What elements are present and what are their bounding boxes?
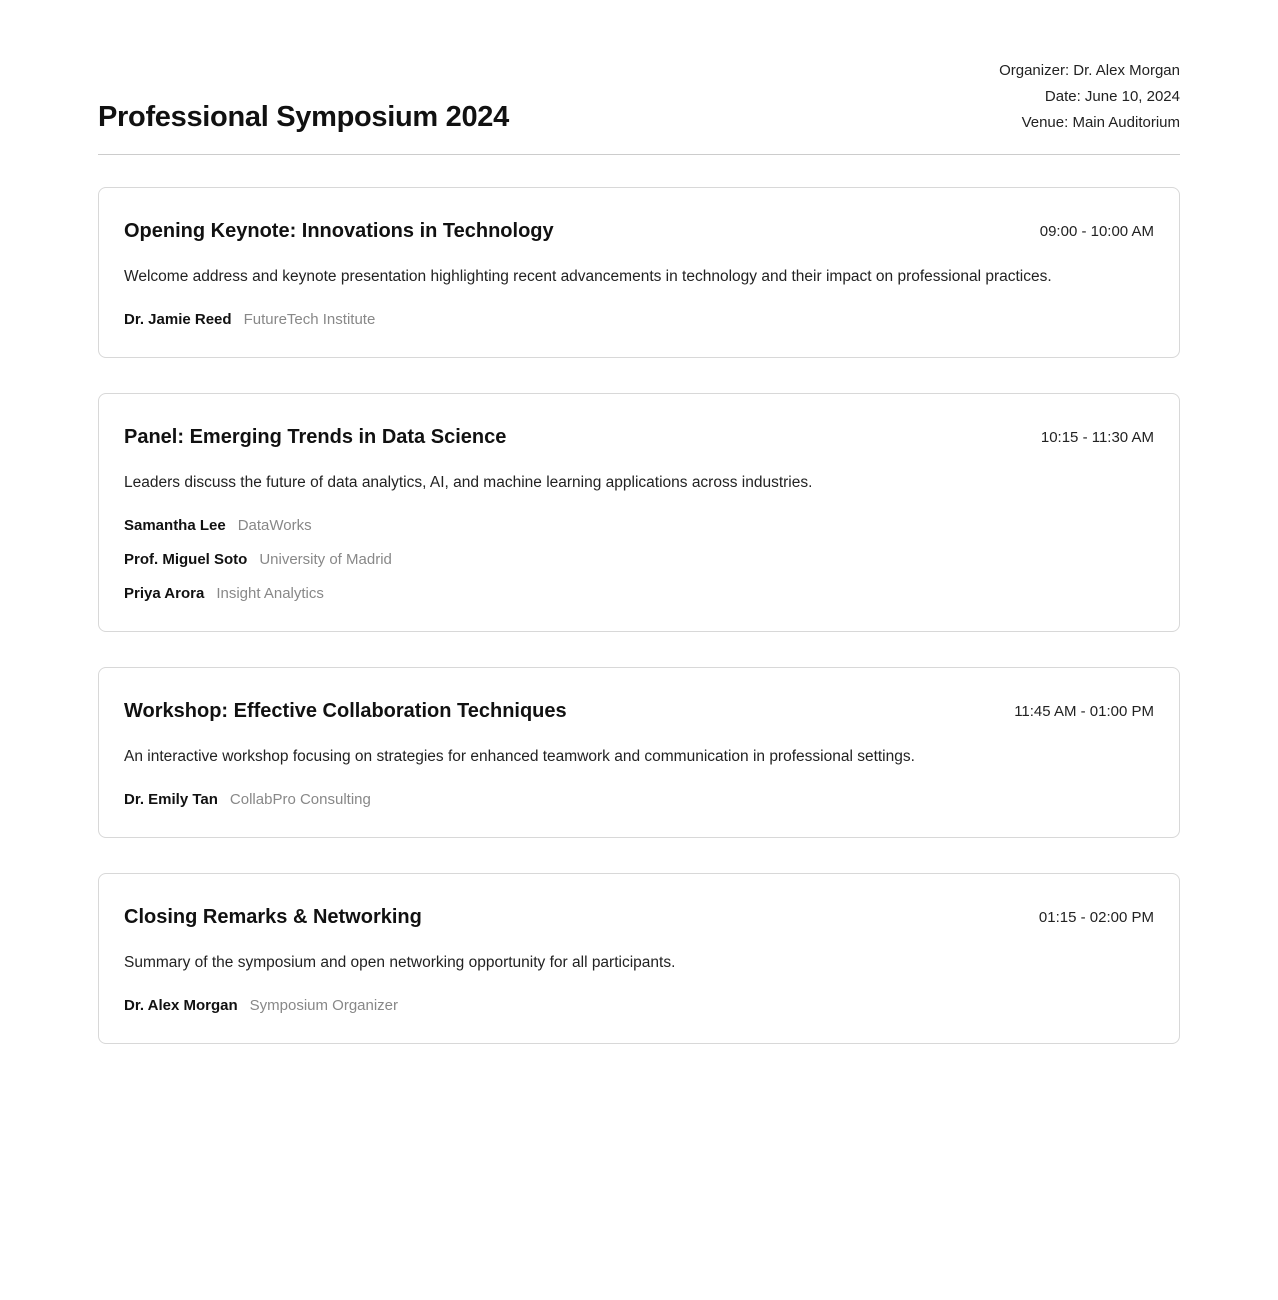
session-card	[98, 873, 1180, 1044]
speaker-row	[124, 310, 1154, 330]
session-title: Closing Remarks & Networking	[124, 906, 422, 928]
speaker-name: Priya Arora	[124, 585, 205, 602]
session-time: 11:45 AM - 01:00 PM	[1014, 702, 1154, 720]
speaker-row	[124, 996, 1154, 1016]
session-list	[98, 187, 1180, 1044]
speaker-row	[124, 550, 1154, 570]
speaker-affiliation: University of Madrid	[259, 551, 392, 568]
session-description: An interactive workshop focusing on strategies for enhanced teamwork and communication in professional settings.	[124, 748, 915, 765]
speaker-affiliation: FutureTech Institute	[243, 311, 376, 328]
speaker-name: Samantha Lee	[124, 517, 226, 534]
speaker-affiliation: CollabPro Consulting	[229, 791, 371, 808]
session-card-header	[124, 698, 1154, 724]
speaker-name: Dr. Alex Morgan	[124, 997, 238, 1014]
speaker-list	[124, 996, 1154, 1016]
speaker-affiliation: Symposium Organizer	[249, 997, 399, 1014]
speaker-list	[124, 310, 1154, 330]
header-meta	[999, 58, 1180, 136]
session-card-header	[124, 218, 1154, 244]
venue-text: Venue: Main Auditorium	[1021, 114, 1180, 131]
organizer-text: Organizer: Dr. Alex Morgan	[999, 62, 1180, 79]
symposium-page	[98, 0, 1180, 1044]
session-card	[98, 667, 1180, 838]
date-text: Date: June 10, 2024	[1044, 88, 1180, 105]
page-title: Professional Symposium 2024	[98, 101, 509, 133]
session-card	[98, 187, 1180, 358]
session-time: 10:15 - 11:30 AM	[1040, 428, 1154, 446]
session-title: Panel: Emerging Trends in Data Science	[124, 426, 507, 448]
speaker-row	[124, 516, 1154, 536]
page-header	[98, 58, 1180, 136]
session-card-header	[124, 424, 1154, 450]
session-description: Leaders discuss the future of data analytics, AI, and machine learning applications across industries.	[124, 474, 813, 491]
speaker-row	[124, 584, 1154, 604]
session-time: 09:00 - 10:00 AM	[1039, 222, 1154, 240]
speaker-list	[124, 516, 1154, 604]
session-card	[98, 393, 1180, 632]
speaker-row	[124, 790, 1154, 810]
session-description: Summary of the symposium and open networking opportunity for all participants.	[124, 954, 676, 971]
session-card-header	[124, 904, 1154, 930]
speaker-affiliation: Insight Analytics	[216, 585, 324, 602]
session-title: Opening Keynote: Innovations in Technology	[124, 220, 554, 242]
header-divider	[98, 154, 1180, 155]
speaker-name: Dr. Jamie Reed	[124, 311, 232, 328]
session-description: Welcome address and keynote presentation highlighting recent advancements in technology and their impact on professional practices.	[124, 268, 1052, 285]
speaker-name: Prof. Miguel Soto	[124, 551, 248, 568]
speaker-affiliation: DataWorks	[237, 517, 312, 534]
session-title: Workshop: Effective Collaboration Techniques	[124, 700, 567, 722]
speaker-name: Dr. Emily Tan	[124, 791, 218, 808]
session-time: 01:15 - 02:00 PM	[1038, 908, 1154, 926]
speaker-list	[124, 790, 1154, 810]
